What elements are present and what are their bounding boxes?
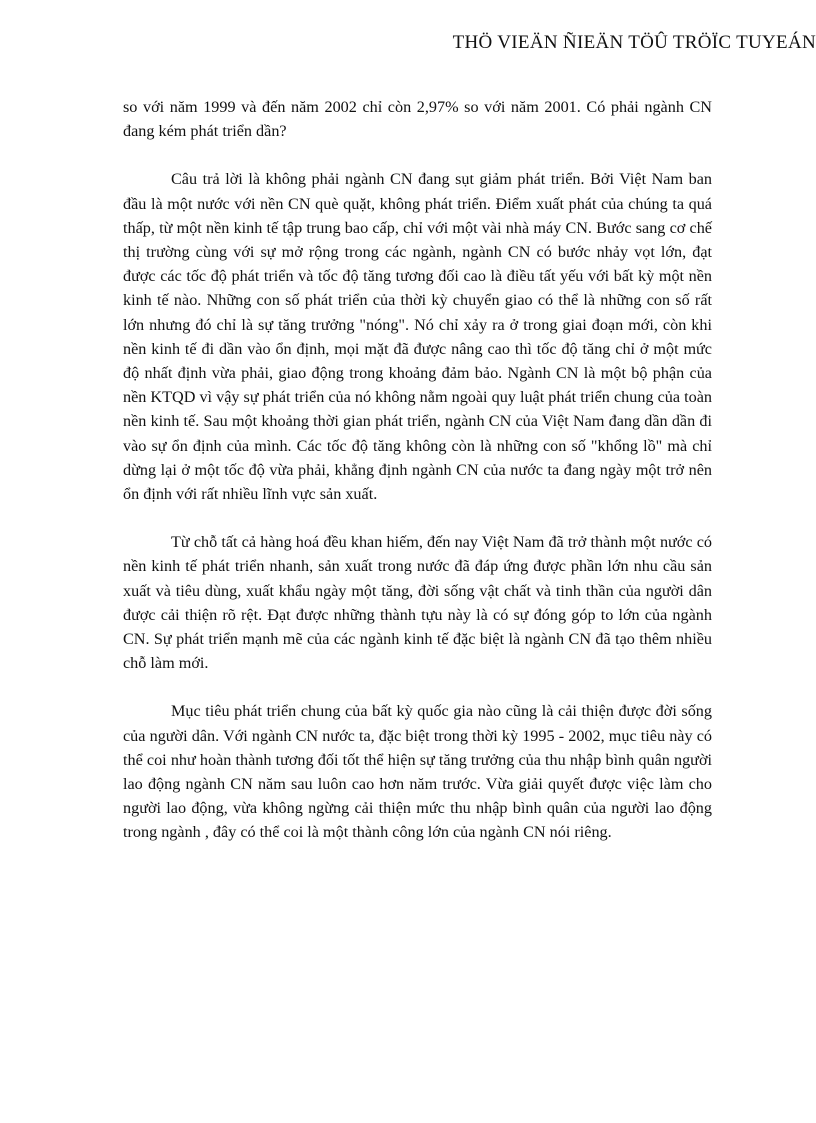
paragraph: so với năm 1999 và đến năm 2002 chỉ còn 2,97% so với năm 2001. Có phải ngành CN đang kém phát triển dần? xyxy=(123,98,712,141)
paragraph: Mục tiêu phát triển chung của bất kỳ quốc gia nào cũng là cải thiện được đời sống của người dân. Với ngành CN nước ta, đặc biệt trong thời kỳ 1995 - 2002, mục tiêu này có thể coi như hoàn thành tương đối tốt thể hiện sự tăng trưởng của thu nhập bình quân người lao động ngành CN năm sau luôn cao hơn năm trước. Vừa giải quyết được việc làm cho người lao động, vừa không ngừng cải thiện mức thu nhập bình quân của người lao động trong ngành , đây có thể coi là một thành công lớn của ngành CN nói riêng. xyxy=(123,702,712,842)
page-header: THÖ VIEÄN ÑIEÄN TÖÛ TRÖÏC TUYEÁN xyxy=(452,32,816,53)
paragraph: Câu trả lời là không phải ngành CN đang sụt giảm phát triển. Bởi Việt Nam ban đầu là một nước với nền CN què quặt, không phát triển. Điểm xuất phát của chúng ta quá thấp, từ một nền kinh tế tập trung bao cấp, chỉ với một vài nhà máy CN. Bước sang cơ chế thị trường cùng với sự mở rộng trong các ngành, ngành CN có bước nhảy vọt lớn, đạt được các tốc độ phát triển và tốc độ tăng tương đối cao là điều tất yếu với bất kỳ một nền kinh tế nào. Những con số phát triển của thời kỳ chuyển giao có thể là những con số rất lớn nhưng đó chỉ là sự tăng trưởng "nóng". Nó chỉ xảy ra ở trong giai đoạn mới, còn khi nền kinh tế đi dần vào ổn định, mọi mặt đã được nâng cao thì tốc độ tăng chỉ ở một mức độ nhất định vừa phải, giao động trong khoảng đảm bảo. Ngành CN là một bộ phận của nền KTQD vì vậy sự phát triển của nó không nằm ngoài quy luật phát triển chung của toàn nền kinh tế. Sau một khoảng thời gian phát triển, ngành CN của Việt Nam đang dần dần đi vào sự ổn định của mình. Các tốc độ tăng không còn là những con số "khổng lồ" mà chỉ dừng lại ở một tốc độ vừa phải, khẳng định ngành CN của nước ta đang ngày một trở nên ổn định với rất nhiều lĩnh vực sản xuất. xyxy=(123,170,712,504)
document-body xyxy=(123,95,712,869)
paragraph: Từ chỗ tất cả hàng hoá đều khan hiếm, đến nay Việt Nam đã trở thành một nước có nền kinh tế phát triển nhanh, sản xuất trong nước đã đáp ứng được phần lớn nhu cầu sản xuất và tiêu dùng, xuất khẩu ngày một tăng, đời sống vật chất và tinh thần của người dân được cải thiện rõ rệt. Đạt được những thành tựu này là có sự đóng góp to lớn của ngành CN. Sự phát triển mạnh mẽ của các ngành kinh tế đặc biệt là ngành CN đã tạo thêm nhiều chỗ làm mới. xyxy=(123,533,712,673)
